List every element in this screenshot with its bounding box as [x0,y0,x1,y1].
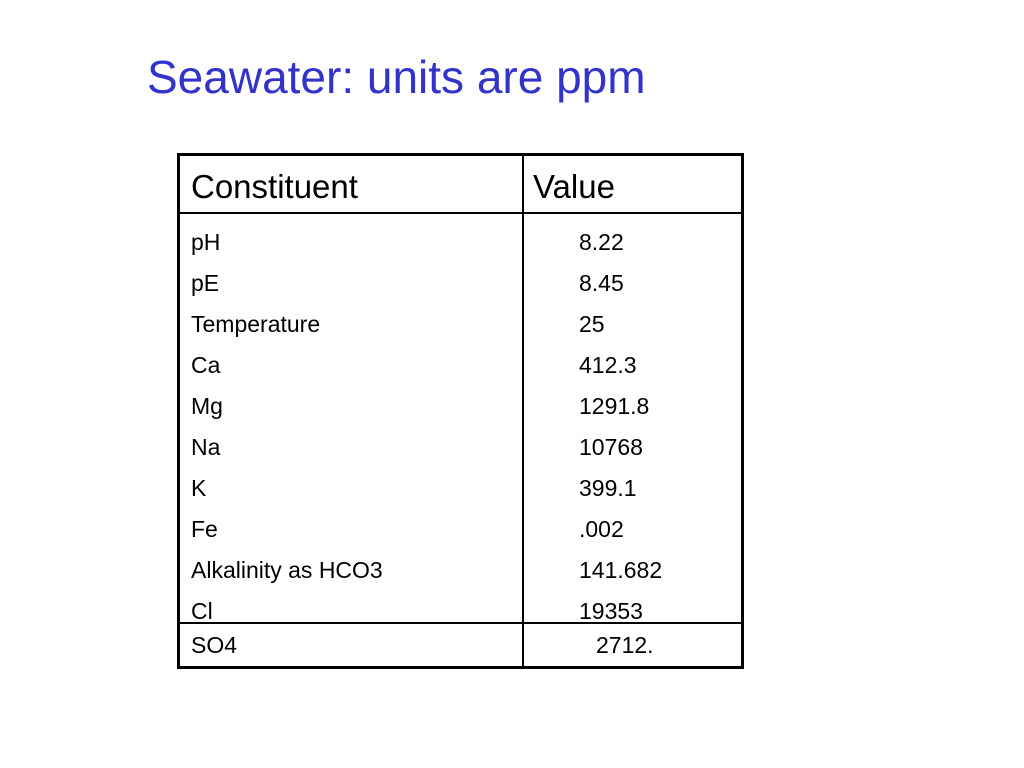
constituent-cell: K [191,475,207,501]
value-cell: 1291.8 [579,393,650,419]
value-cell: 25 [579,311,605,337]
header-value: Value [533,168,615,205]
constituent-cell: Alkalinity as HCO3 [191,557,383,583]
header-constituent: Constituent [191,168,358,205]
value-cell: 8.22 [579,229,624,255]
constituent-cell: pE [191,270,220,296]
constituent-cell: Cl [191,598,213,624]
column-divider [522,156,524,666]
footer-value-cell: 2712. [596,632,654,658]
value-cell: 10768 [579,434,643,460]
seawater-table [177,153,744,669]
value-cell: .002 [579,516,624,542]
header-divider [180,212,741,214]
value-cell: 399.1 [579,475,637,501]
constituent-list [191,222,383,632]
constituent-cell: pH [191,229,221,255]
value-cell: 19353 [579,598,643,624]
constituent-cell: Mg [191,393,223,419]
constituent-cell: Fe [191,516,218,542]
slide-title: Seawater: units are ppm [147,51,646,103]
footer-constituent-cell: SO4 [191,632,238,658]
value-list [579,222,662,632]
value-cell: 141.682 [579,557,663,583]
constituent-cell: Na [191,434,221,460]
constituent-cell: Temperature [191,311,321,337]
constituent-cell: Ca [191,352,221,378]
value-cell: 412.3 [579,352,637,378]
value-cell: 8.45 [579,270,624,296]
